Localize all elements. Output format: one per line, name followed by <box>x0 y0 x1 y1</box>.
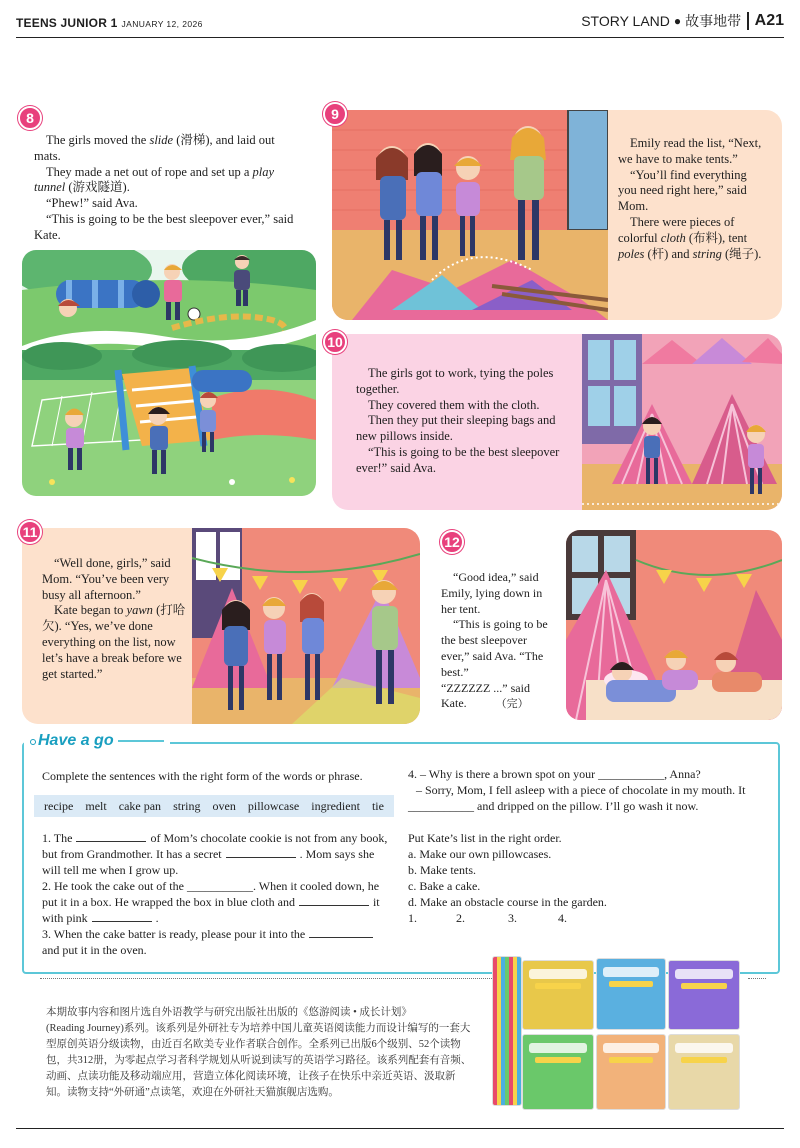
panel-8-text <box>34 133 304 244</box>
word-bank-item: oven <box>212 798 236 813</box>
story-line: “Well done, girls,” said Mom. “You’ve been very busy all afternoon.” <box>42 556 171 602</box>
story-line: The girls got to work, tying the poles together. <box>356 366 554 396</box>
book-cover <box>522 960 594 1030</box>
circle-icon <box>30 739 36 745</box>
panel-9-illustration <box>332 110 608 320</box>
book-cover <box>668 1034 740 1110</box>
story-line: There were pieces of colorful cloth (布料), tent poles (杆) and string (绳子). <box>618 214 762 261</box>
have-a-go-title: Have a go <box>24 732 170 750</box>
panel-10 <box>332 334 782 510</box>
panel-11-illustration <box>192 528 420 724</box>
story-line: They made a net out of rope and set up a play tunnel (游戏隧道). <box>34 164 275 195</box>
exercise-instruction: Complete the sentences with the right form of the words or phrase. <box>42 769 363 783</box>
panel-number-12: 12 <box>440 530 464 554</box>
question-4-line-1: 4. – Why is there a brown spot on your ___________, Anna? <box>408 767 701 781</box>
word-bank-item: pillowcase <box>247 798 300 813</box>
issue-date: JANUARY 12, 2026 <box>121 19 203 29</box>
order-item: d. Make an obstacle course in the garden. <box>408 895 607 909</box>
series-note: 本期故事内容和图片选自外语教学与研究出版社出版的《悠游阅读 • 成长计划》 (Reading Journey)系列。该系列是外研社专为培养中国儿童英语阅读能力而设计编写的一套大型原创英语分级读物，由近百名欧美专业作者联合创作。全系列已出版6个级别、52个读物包，共312册，为零起点学习者科学规划从听说到读写的英语学习路径。该系列配套有音频、动画、点读功能及移动端应用，营造立体化阅读环境，让孩子在快乐中亲近英语、汲取新知。读物支持“外研通”点读笔，欢迎在外研社天猫旗舰店选购。 <box>46 1007 472 1098</box>
word-bank-item: cake pan <box>118 798 162 813</box>
panel-number-10: 10 <box>323 330 347 354</box>
answer-blank[interactable] <box>309 937 373 938</box>
question-3: 3. When the cake batter is ready, please pour it into theand put it in the oven. <box>42 926 392 958</box>
panel-11-text <box>42 556 192 682</box>
word-bank <box>34 795 394 817</box>
story-line: “Phew!” said Ava. <box>46 196 138 211</box>
book-cover <box>668 960 740 1030</box>
word-bank-item: string <box>173 798 201 813</box>
order-title: Put Kate’s list in the right order. <box>408 831 562 845</box>
answer-blank[interactable] <box>76 841 146 842</box>
story-end-mark: （完） <box>495 698 529 711</box>
bullet-dot-icon: ● <box>673 14 682 28</box>
panel-12-text <box>441 570 557 713</box>
panel-number-9: 9 <box>323 102 347 126</box>
answer-blank[interactable] <box>92 921 152 922</box>
panel-8-illustration <box>22 250 316 496</box>
story-line: “This is going to be the best sleepover ever!” said Ava. <box>356 444 560 475</box>
panel-10-illustration <box>582 334 782 510</box>
answer-blank[interactable] <box>299 905 369 906</box>
footer-rule <box>16 1128 784 1129</box>
story-line: “This is going to be the best sleepover ever,” said Ava. “The best.” <box>441 617 548 679</box>
sleeping-tent-scene <box>566 530 782 720</box>
word-bank-item: ingredient <box>311 798 360 813</box>
panel-12-illustration <box>566 530 782 720</box>
answer-blank[interactable] <box>226 857 296 858</box>
question-1: 1. The of Mom’s chocolate cookie is not from any book, but from Grandmother. It has a secret . Mom says she will tell me when I grow up. <box>42 831 388 877</box>
order-answers: 1. 2. 3. 4. <box>408 911 567 925</box>
questions-left <box>42 830 392 958</box>
story-line: Then they put their sleeping bags and new pillows inside. <box>356 413 556 444</box>
order-item: c. Bake a cake. <box>408 879 481 893</box>
book-series-image <box>492 956 744 1112</box>
panel-11 <box>22 528 420 724</box>
word-bank-item: tie <box>371 798 384 813</box>
section-name-cn: 故事地带 <box>685 13 742 29</box>
dotted-divider <box>748 978 766 979</box>
title-rule <box>118 740 164 742</box>
order-item: a. Make our own pillowcases. <box>408 847 552 861</box>
publication-info <box>16 16 203 30</box>
order-item: b. Make tents. <box>408 863 476 877</box>
panel-number-11: 11 <box>18 520 42 544</box>
page-header <box>16 10 784 38</box>
page-number: A21 <box>754 12 784 29</box>
question-2: 2. He took the cake out of the ___________. When it cooled down, he put it in a box. He wrapped the box in blue cloth and it with pink . <box>42 879 380 925</box>
panel-10-text <box>356 366 566 477</box>
story-line: Kate began to yawn (打哈欠). “Yes, we’ve done everything on the list, now let’s have a break before we get started.” <box>42 603 186 681</box>
garden-scene <box>22 250 316 496</box>
story-line: They covered them with the cloth. <box>368 397 540 412</box>
dotted-divider <box>40 978 492 979</box>
panel-number-8: 8 <box>18 106 42 130</box>
word-bank-item: recipe <box>44 798 74 813</box>
section-name: STORY LAND <box>581 13 670 29</box>
story-line: “Good idea,” said Emily, lying down in her tent. <box>441 570 543 616</box>
publication-name: TEENS JUNIOR 1 <box>16 16 118 30</box>
question-4-line-2: – Sorry, Mom, I fell asleep with a piece of chocolate in my mouth. It ___________ and dripped on the pillow. I’ll go wash it now. <box>408 783 746 813</box>
word-bank-item: melt <box>85 798 107 813</box>
section-info <box>581 11 784 31</box>
story-line: Emily read the list, “Next, we have to make tents.” <box>618 136 762 166</box>
story-line: “This is going to be the best sleepover ever,” said Kate. <box>34 211 294 242</box>
story-line: “ZZZZZZ ...” said Kate. （完） <box>441 680 530 711</box>
book-cover <box>522 1034 594 1110</box>
story-line: The girls moved the slide (滑梯), and laid out mats. <box>34 133 275 163</box>
header-divider <box>747 12 749 30</box>
panel-9-text <box>618 136 768 262</box>
questions-right <box>408 766 764 926</box>
story-line: “You’ll find everything you need right here,” said Mom. <box>618 167 747 214</box>
panel-9 <box>332 110 782 320</box>
book-cover <box>596 958 666 1030</box>
book-cover <box>596 1034 666 1110</box>
book-spines <box>492 956 522 1106</box>
